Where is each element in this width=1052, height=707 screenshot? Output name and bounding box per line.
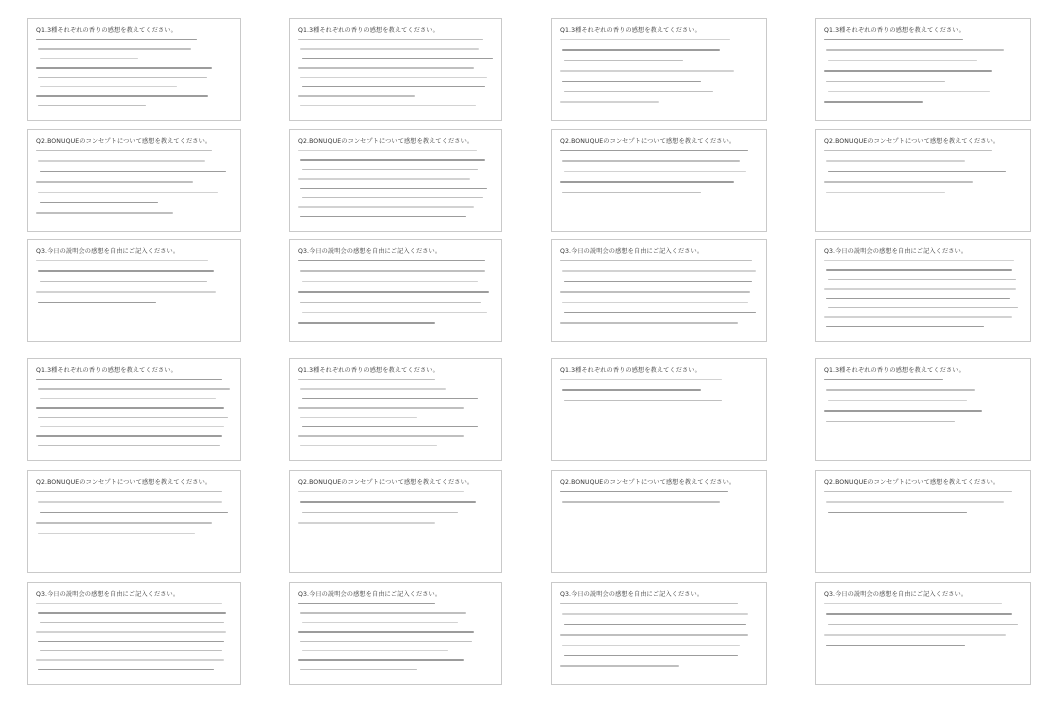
handwritten-line <box>298 603 435 604</box>
handwritten-line <box>300 612 466 613</box>
handwritten-line <box>298 95 415 96</box>
handwritten-line <box>38 105 146 106</box>
handwritten-line <box>36 491 222 492</box>
handwritten-line <box>560 260 752 261</box>
handwritten-line <box>300 77 487 78</box>
handwritten-line <box>824 260 1014 261</box>
response-card <box>289 582 502 685</box>
handwritten-line <box>826 298 1010 299</box>
handwritten-line <box>826 160 965 161</box>
handwritten-line <box>824 603 1002 604</box>
handwritten-line <box>302 622 458 623</box>
handwritten-line <box>562 81 701 82</box>
handwritten-line <box>36 67 212 68</box>
handwritten-line <box>560 70 734 71</box>
response-card <box>27 582 241 685</box>
handwritten-line <box>560 291 750 292</box>
question-title: Q3.今日の説明会の感想を自由にご記入ください。 <box>298 248 442 255</box>
question-title: Q1.3種それぞれの香りの感想を教えてください。 <box>36 367 177 374</box>
handwritten-line <box>824 491 1012 492</box>
handwritten-line <box>298 150 477 151</box>
handwritten-line <box>828 400 967 401</box>
handwritten-line <box>560 379 722 380</box>
response-card <box>27 358 241 461</box>
handwritten-line <box>40 202 158 203</box>
handwritten-line <box>302 197 483 198</box>
response-card <box>815 129 1031 232</box>
handwritten-line <box>826 192 945 193</box>
question-title: Q3.今日の説明会の感想を自由にご記入ください。 <box>36 248 180 255</box>
handwritten-line <box>300 445 437 446</box>
response-card <box>289 470 502 573</box>
handwritten-line <box>564 91 713 92</box>
question-title: Q1.3種それぞれの香りの感想を教えてください。 <box>560 27 701 34</box>
handwritten-line <box>302 512 458 513</box>
handwritten-line <box>298 522 435 523</box>
handwritten-line <box>40 426 224 427</box>
handwritten-line <box>826 81 945 82</box>
handwritten-line <box>38 501 222 502</box>
handwritten-line <box>36 522 212 523</box>
response-card <box>289 239 502 342</box>
handwritten-line <box>560 101 659 102</box>
response-card <box>815 358 1031 461</box>
handwritten-line <box>560 150 748 151</box>
handwritten-line <box>564 655 738 656</box>
handwritten-line <box>298 491 464 492</box>
response-card <box>815 582 1031 685</box>
handwritten-line <box>562 302 748 303</box>
handwritten-line <box>40 58 138 59</box>
handwritten-line <box>38 302 156 303</box>
handwritten-line <box>824 39 963 40</box>
handwritten-line <box>562 389 701 390</box>
handwritten-line <box>36 212 173 213</box>
handwritten-line <box>826 49 1004 50</box>
handwritten-line <box>38 533 195 534</box>
handwritten-line <box>298 39 483 40</box>
handwritten-line <box>298 631 474 632</box>
handwritten-line <box>302 426 478 427</box>
handwritten-line <box>298 659 464 660</box>
handwritten-line <box>564 400 722 401</box>
handwritten-line <box>302 312 487 313</box>
handwritten-line <box>36 291 216 292</box>
handwritten-line <box>40 281 207 282</box>
handwritten-line <box>298 322 435 323</box>
handwritten-line <box>38 77 207 78</box>
handwritten-line <box>298 379 435 380</box>
response-card <box>815 18 1031 121</box>
handwritten-line <box>826 326 984 327</box>
handwritten-line <box>824 288 1016 289</box>
handwritten-line <box>564 624 746 625</box>
handwritten-line <box>40 512 228 513</box>
handwritten-line <box>38 445 220 446</box>
handwritten-line <box>302 398 478 399</box>
handwritten-line <box>562 501 720 502</box>
handwritten-line <box>302 86 485 87</box>
question-title: Q2.BONUQUEのコンセプトについて感想を教えてください。 <box>560 479 736 486</box>
handwritten-line <box>560 39 730 40</box>
question-title: Q1.3種それぞれの香りの感想を教えてください。 <box>298 367 439 374</box>
handwritten-line <box>300 159 485 160</box>
response-card <box>551 18 767 121</box>
handwritten-line <box>564 171 746 172</box>
handwritten-line <box>562 192 701 193</box>
handwritten-line <box>826 501 1004 502</box>
handwritten-line <box>38 417 228 418</box>
response-card <box>289 129 502 232</box>
question-title: Q2.BONUQUEのコンセプトについて感想を教えてください。 <box>298 138 474 145</box>
handwritten-line <box>824 379 943 380</box>
handwritten-line <box>824 316 1012 317</box>
response-card <box>551 239 767 342</box>
handwritten-line <box>36 435 222 436</box>
handwritten-line <box>298 178 470 179</box>
question-title: Q3.今日の説明会の感想を自由にご記入ください。 <box>824 591 968 598</box>
handwritten-line <box>36 39 197 40</box>
handwritten-line <box>38 612 226 613</box>
question-title: Q2.BONUQUEのコンセプトについて感想を教えてください。 <box>298 479 474 486</box>
handwritten-line <box>36 260 208 261</box>
handwritten-line <box>300 501 476 502</box>
question-title: Q2.BONUQUEのコンセプトについて感想を教えてください。 <box>36 479 212 486</box>
handwritten-line <box>562 49 720 50</box>
handwritten-line <box>560 634 748 635</box>
handwritten-line <box>824 634 1006 635</box>
question-title: Q3.今日の説明会の感想を自由にご記入ください。 <box>36 591 180 598</box>
handwritten-line <box>38 641 224 642</box>
response-card <box>27 18 241 121</box>
handwritten-line <box>298 291 489 292</box>
handwritten-line <box>564 60 683 61</box>
handwritten-line <box>826 269 1012 270</box>
handwritten-line <box>826 613 1012 614</box>
handwritten-line <box>824 181 973 182</box>
handwritten-line <box>824 70 992 71</box>
handwritten-line <box>560 181 734 182</box>
handwritten-line <box>828 171 1006 172</box>
handwritten-line <box>298 67 474 68</box>
handwritten-line <box>36 603 222 604</box>
handwritten-line <box>300 302 481 303</box>
handwritten-line <box>824 101 923 102</box>
handwritten-line <box>300 48 479 49</box>
handwritten-line <box>38 192 218 193</box>
handwritten-line <box>298 206 474 207</box>
response-card <box>289 358 502 461</box>
handwritten-line <box>824 410 982 411</box>
handwritten-line <box>564 281 752 282</box>
question-title: Q3.今日の説明会の感想を自由にご記入ください。 <box>560 591 704 598</box>
handwritten-line <box>562 270 756 271</box>
handwritten-line <box>828 512 967 513</box>
handwritten-line <box>562 645 740 646</box>
handwritten-line <box>40 398 216 399</box>
handwritten-line <box>302 650 448 651</box>
handwritten-line <box>828 60 977 61</box>
handwritten-line <box>38 160 205 161</box>
handwritten-line <box>562 160 740 161</box>
handwritten-line <box>828 91 990 92</box>
handwritten-line <box>36 95 208 96</box>
handwritten-line <box>562 613 748 614</box>
handwritten-line <box>298 407 464 408</box>
handwritten-line <box>298 260 485 261</box>
question-title: Q2.BONUQUEのコンセプトについて感想を教えてください。 <box>36 138 212 145</box>
handwritten-line <box>36 407 224 408</box>
handwritten-line <box>560 491 728 492</box>
question-title: Q1.3種それぞれの香りの感想を教えてください。 <box>560 367 701 374</box>
handwritten-line <box>560 665 679 666</box>
response-card <box>815 239 1031 342</box>
response-card <box>551 582 767 685</box>
handwritten-line <box>826 389 975 390</box>
question-title: Q1.3種それぞれの香りの感想を教えてください。 <box>298 27 439 34</box>
question-title: Q3.今日の説明会の感想を自由にご記入ください。 <box>298 591 442 598</box>
handwritten-line <box>36 181 193 182</box>
question-title: Q2.BONUQUEのコンセプトについて感想を教えてください。 <box>824 479 1000 486</box>
handwritten-line <box>36 379 222 380</box>
response-card <box>551 129 767 232</box>
handwritten-line <box>302 281 478 282</box>
handwritten-line <box>300 388 446 389</box>
question-title: Q3.今日の説明会の感想を自由にご記入ください。 <box>824 248 968 255</box>
question-title: Q2.BONUQUEのコンセプトについて感想を教えてください。 <box>560 138 736 145</box>
handwritten-line <box>300 188 487 189</box>
response-card <box>27 239 241 342</box>
handwritten-line <box>300 270 485 271</box>
response-card <box>551 358 767 461</box>
handwritten-line <box>302 169 478 170</box>
handwritten-line <box>40 650 222 651</box>
question-title: Q1.3種それぞれの香りの感想を教えてください。 <box>36 27 177 34</box>
handwritten-line <box>300 669 417 670</box>
handwritten-line <box>36 659 224 660</box>
handwritten-line <box>298 435 464 436</box>
handwritten-line <box>38 669 214 670</box>
response-card <box>289 18 502 121</box>
handwritten-line <box>824 150 992 151</box>
handwritten-line <box>40 171 226 172</box>
handwritten-line <box>828 279 1016 280</box>
handwritten-line <box>560 322 738 323</box>
handwritten-line <box>36 150 212 151</box>
handwritten-line <box>300 417 417 418</box>
question-title: Q3.今日の説明会の感想を自由にご記入ください。 <box>560 248 704 255</box>
handwritten-line <box>560 603 738 604</box>
question-title: Q1.3種それぞれの香りの感想を教えてください。 <box>824 27 965 34</box>
handwritten-line <box>36 631 226 632</box>
handwritten-line <box>38 48 191 49</box>
handwritten-line <box>300 216 466 217</box>
response-card <box>815 470 1031 573</box>
handwritten-line <box>826 421 955 422</box>
handwritten-line <box>826 645 965 646</box>
handwritten-line <box>300 105 476 106</box>
handwritten-line <box>302 58 493 59</box>
handwritten-line <box>828 307 1018 308</box>
response-card <box>27 129 241 232</box>
handwritten-line <box>38 270 214 271</box>
handwritten-line <box>40 86 177 87</box>
question-title: Q2.BONUQUEのコンセプトについて感想を教えてください。 <box>824 138 1000 145</box>
handwritten-line <box>40 622 224 623</box>
response-card <box>27 470 241 573</box>
handwritten-line <box>828 624 1018 625</box>
response-card <box>551 470 767 573</box>
question-title: Q1.3種それぞれの香りの感想を教えてください。 <box>824 367 965 374</box>
handwritten-line <box>564 312 756 313</box>
handwritten-line <box>38 388 230 389</box>
handwritten-line <box>300 641 472 642</box>
